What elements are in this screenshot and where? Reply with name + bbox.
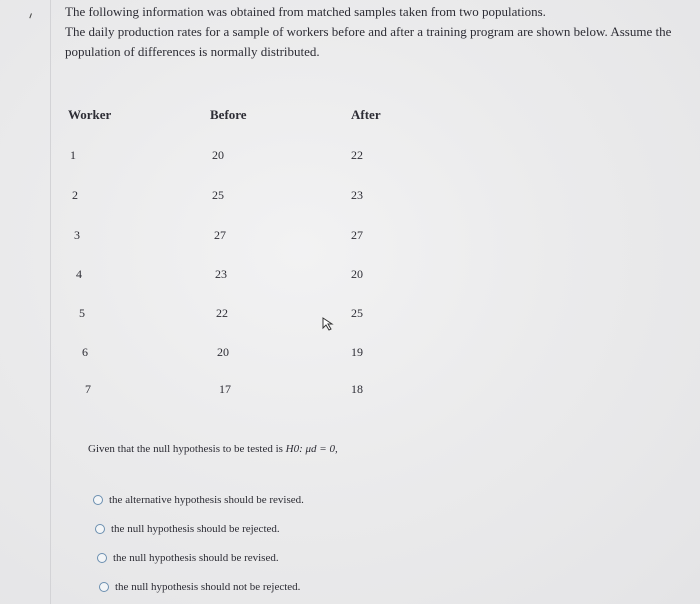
- after-cell: 23: [351, 188, 363, 202]
- before-cell: 27: [214, 228, 226, 242]
- before-cell: 22: [216, 306, 228, 320]
- worker-cell: 7: [85, 382, 91, 396]
- after-cell: 18: [351, 382, 363, 396]
- radio-icon[interactable]: [99, 582, 109, 592]
- after-cell: 19: [351, 345, 363, 359]
- margin-mark: [29, 13, 35, 19]
- option-label: the null hypothesis should be rejected.: [111, 523, 280, 535]
- before-cell: 25: [212, 188, 224, 202]
- problem-intro: [65, 2, 685, 62]
- question-prefix: Given that the null hypothesis to be tested is: [88, 443, 286, 455]
- worker-cell: 3: [74, 228, 80, 242]
- radio-icon[interactable]: [93, 495, 103, 505]
- after-cell: 22: [351, 148, 363, 162]
- option-null-revised[interactable]: [97, 552, 279, 564]
- worker-cell: 1: [70, 148, 76, 162]
- before-cell: 20: [217, 345, 229, 359]
- mouse-cursor-icon: [322, 317, 334, 331]
- option-label: the alternative hypothesis should be revised.: [109, 494, 304, 506]
- worker-cell: 2: [72, 188, 78, 202]
- header-worker: Worker: [68, 107, 112, 122]
- after-cell: 25: [351, 306, 363, 320]
- after-cell: 20: [351, 267, 363, 281]
- option-alternative-revised[interactable]: [93, 494, 304, 506]
- after-cell: 27: [351, 228, 363, 242]
- option-null-rejected[interactable]: [95, 523, 280, 535]
- worker-cell: 4: [76, 267, 82, 281]
- radio-icon[interactable]: [95, 524, 105, 534]
- intro-line-1: The following information was obtained from matched samples taken from two populations.: [65, 4, 546, 19]
- before-cell: 17: [219, 382, 231, 396]
- page-left-border: [50, 0, 51, 604]
- worker-cell: 5: [79, 306, 85, 320]
- radio-icon[interactable]: [97, 553, 107, 563]
- hypothesis-formula: H0: μd = 0,: [285, 443, 338, 455]
- question-text: [88, 443, 338, 455]
- before-cell: 23: [215, 267, 227, 281]
- header-before: Before: [210, 107, 247, 122]
- option-label: the null hypothesis should not be rejected.: [115, 581, 301, 593]
- intro-line-2: The daily production rates for a sample of workers before and after a training program are shown below. Assume the population of differences is normally distributed.: [65, 24, 672, 59]
- option-null-not-rejected[interactable]: [99, 581, 300, 593]
- header-after: After: [351, 107, 381, 122]
- before-cell: 20: [212, 148, 224, 162]
- worker-cell: 6: [82, 345, 88, 359]
- option-label: the null hypothesis should be revised.: [113, 552, 279, 564]
